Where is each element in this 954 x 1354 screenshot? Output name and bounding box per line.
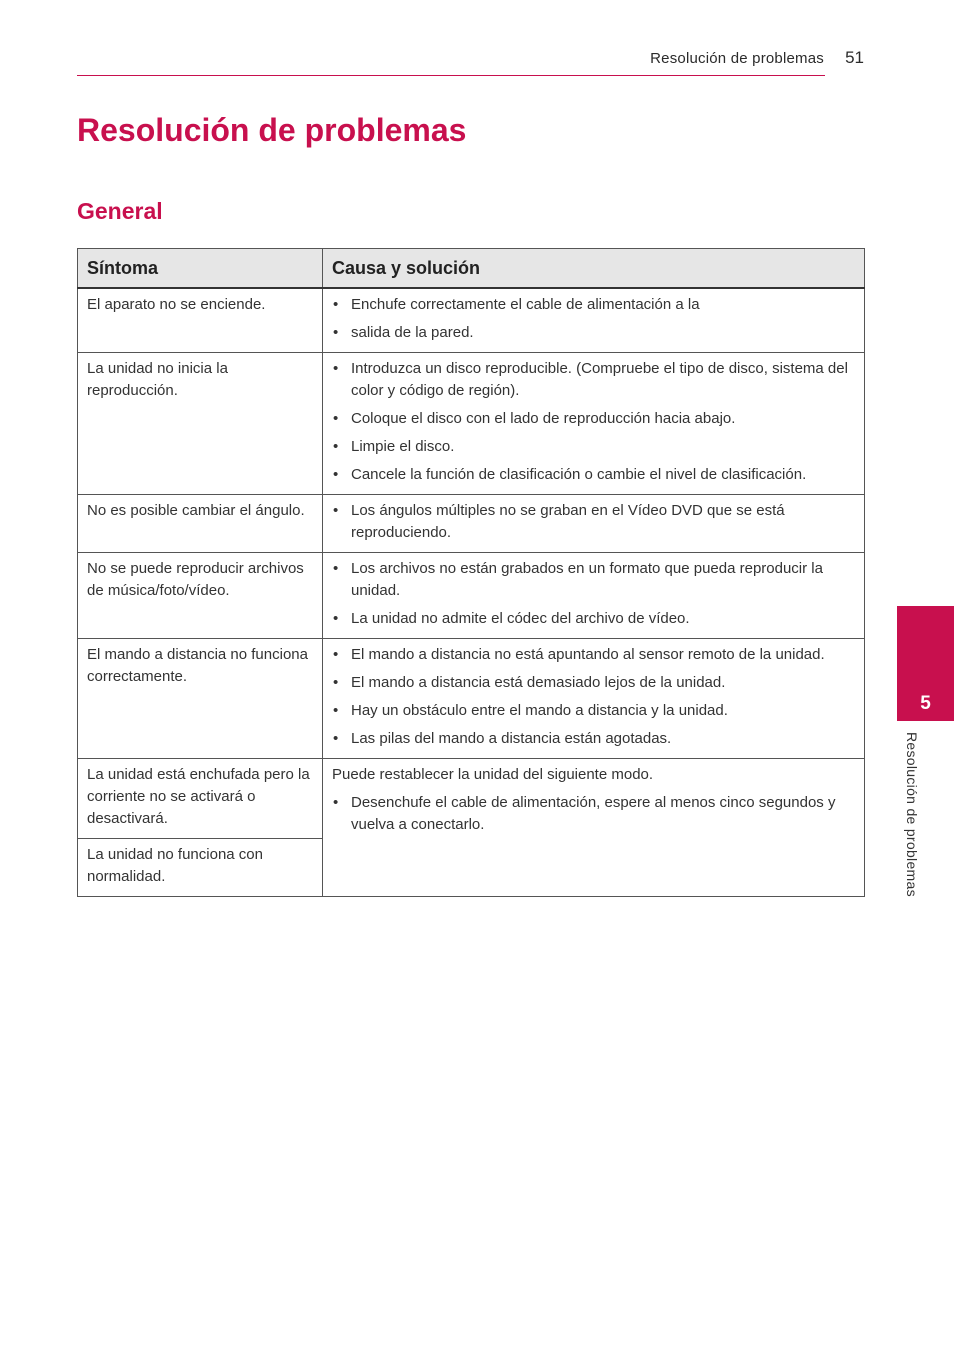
- cause-item: • Limpie el disco.: [332, 436, 855, 458]
- cause-item: • Los archivos no están grabados en un formato que pueda reproducir la unidad.: [332, 558, 855, 602]
- symptom-cell: No se puede reproducir archivos de música/foto/vídeo.: [78, 553, 323, 639]
- symptom-cell: El mando a distancia no funciona correctamente.: [78, 639, 323, 759]
- page-number: 51: [845, 48, 864, 67]
- symptom-cell: La unidad está enchufada pero la corriente no se activará o desactivará.: [78, 759, 323, 839]
- table-row: [78, 495, 865, 553]
- cause-cell: [323, 759, 865, 897]
- cause-lead-text: Puede restablecer la unidad del siguiente modo.: [332, 766, 654, 783]
- column-header-symptom: Síntoma: [78, 249, 323, 289]
- table-row: [78, 553, 865, 639]
- table-row: [78, 639, 865, 759]
- troubleshooting-table: [77, 248, 865, 897]
- header-rule: [77, 75, 825, 76]
- symptom-cell: El aparato no se enciende.: [78, 288, 323, 353]
- page-header: [77, 46, 864, 74]
- cause-item: • salida de la pared.: [332, 322, 855, 344]
- cause-item: • Coloque el disco con el lado de reproducción hacia abajo.: [332, 408, 855, 430]
- chapter-side-label: Resolución de problemas: [904, 732, 920, 897]
- cause-item: • Introduzca un disco reproducible. (Compruebe el tipo de disco, sistema del color y código de región).: [332, 358, 855, 402]
- table-row: [78, 288, 865, 353]
- cause-cell: [323, 353, 865, 495]
- cause-item: • Desenchufe el cable de alimentación, espere al menos cinco segundos y vuelva a conectarlo.: [332, 792, 855, 836]
- header-chapter-title: Resolución de problemas: [650, 50, 824, 67]
- cause-list: [332, 500, 855, 544]
- chapter-tab: [897, 606, 954, 721]
- cause-item: • Las pilas del mando a distancia están agotadas.: [332, 728, 855, 750]
- chapter-number: 5: [920, 693, 931, 714]
- table-row: [78, 759, 865, 839]
- section-title: General: [77, 198, 163, 224]
- cause-list: [332, 294, 855, 344]
- symptom-cell: No es posible cambiar el ángulo.: [78, 495, 323, 553]
- cause-cell: [323, 495, 865, 553]
- cause-cell: [323, 553, 865, 639]
- column-header-cause: Causa y solución: [323, 249, 865, 289]
- cause-list: [332, 644, 855, 750]
- cause-list: [332, 792, 855, 836]
- cause-cell: [323, 288, 865, 353]
- cause-item: • El mando a distancia está demasiado lejos de la unidad.: [332, 672, 855, 694]
- cause-item: • La unidad no admite el códec del archivo de vídeo.: [332, 608, 855, 630]
- cause-list: [332, 558, 855, 630]
- symptom-cell: La unidad no funciona con normalidad.: [78, 839, 323, 897]
- table-header-row: [78, 249, 865, 289]
- cause-item: • Enchufe correctamente el cable de alimentación a la: [332, 294, 855, 316]
- symptom-cell: La unidad no inicia la reproducción.: [78, 353, 323, 495]
- cause-list: [332, 358, 855, 486]
- page-title: Resolución de problemas: [77, 112, 467, 148]
- cause-item: • Hay un obstáculo entre el mando a distancia y la unidad.: [332, 700, 855, 722]
- cause-cell: [323, 639, 865, 759]
- cause-item: • Cancele la función de clasificación o cambie el nivel de clasificación.: [332, 464, 855, 486]
- cause-item: • Los ángulos múltiples no se graban en el Vídeo DVD que se está reproduciendo.: [332, 500, 855, 544]
- cause-item: • El mando a distancia no está apuntando al sensor remoto de la unidad.: [332, 644, 855, 666]
- table-row: [78, 353, 865, 495]
